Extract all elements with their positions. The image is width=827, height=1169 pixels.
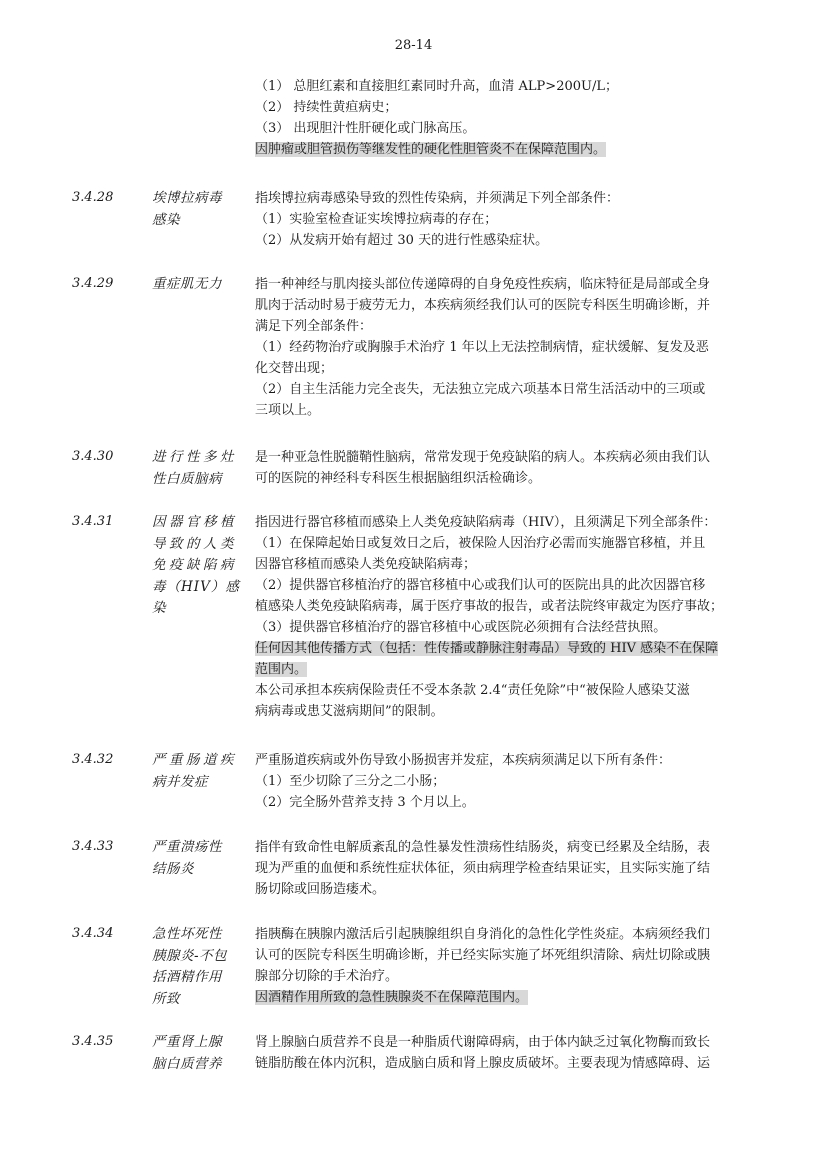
section-line: 肌肉于活动时易于疲劳无力，本疾病须经我们认可的医院专科医生明确诊断，并 — [255, 298, 711, 313]
section-title-line: 进行性多灶 — [152, 449, 237, 465]
section-title-line: 所致 — [152, 990, 180, 1007]
section-title-line: 埃博拉病毒 — [152, 190, 222, 206]
section-line: 肾上腺脑白质营养不良是一种脂质代谢障碍病，由于体内缺乏过氧化物酶而致长 — [255, 1035, 711, 1050]
section-title-line: 病并发症 — [152, 773, 208, 790]
section-title — [152, 1032, 244, 1075]
section-title-line: 毒（HIV）感 — [152, 578, 240, 595]
section-text — [255, 750, 767, 813]
section-title — [152, 924, 244, 1010]
section-title-line: 重症肌无力 — [152, 276, 222, 292]
section-title — [152, 512, 244, 620]
section-title-line: 脑白质营养 — [152, 1055, 222, 1072]
section-line: 链脂肪酸在体内沉积，造成脑白质和肾上腺皮质破坏。主要表现为情感障碍、运 — [255, 1056, 711, 1071]
section-text — [255, 924, 767, 1008]
section-title-line: 严重溃疡性 — [152, 839, 222, 855]
section-line: 因器官移植而感染人类免疫缺陷病毒； — [255, 557, 477, 572]
section-number: 3.4.30 — [72, 449, 114, 464]
section-title — [152, 837, 244, 880]
section-text — [255, 837, 767, 900]
intro-text — [255, 76, 767, 160]
intro-line: （3） 出现胆汁性肝硬化或门脉高压。 — [255, 121, 476, 136]
section-line: （1）在保障起始日或复效日之后，被保险人因治疗必需而实施器官移植，并且 — [255, 536, 706, 551]
section-line: （2）从发病开始有超过 30 天的进行性感染症状。 — [255, 233, 549, 248]
section-line: （2）完全肠外营养支持 3 个月以上。 — [255, 795, 475, 810]
section-text — [255, 274, 767, 421]
section-title-line: 导致的人类 — [152, 535, 237, 552]
section-title — [152, 447, 244, 490]
section-line: （1）实验室检查证实埃博拉病毒的存在； — [255, 212, 498, 227]
section-title-line: 免疫缺陷病 — [152, 557, 237, 573]
section-title-line: 胰腺炎-不包 — [152, 947, 228, 964]
section-line: （2）提供器官移植治疗的器官移植中心或我们认可的医院出具的此次因器官移 — [255, 578, 706, 593]
section-title-line: 严重肾上腺 — [152, 1034, 222, 1050]
section-line: 指伴有致命性电解质紊乱的急性暴发性溃疡性结肠炎，病变已经累及全结肠，表 — [255, 840, 711, 855]
exclusion-note: 因酒精作用所致的急性胰腺炎不在保障范围内。 — [255, 990, 529, 1005]
section-text — [255, 1032, 767, 1074]
section-title-line: 括酒精作用 — [152, 969, 222, 985]
section-line: （3）提供器官移植治疗的器官移植中心或医院必须拥有合法经营执照。 — [255, 620, 667, 635]
section-title-line: 因器官移植 — [152, 514, 237, 530]
section-line: 指胰酶在胰腺内激活后引起胰腺组织自身消化的急性化学性炎症。本病须经我们 — [255, 927, 711, 942]
section-title — [152, 750, 244, 793]
section-number: 3.4.35 — [72, 1034, 114, 1049]
section-line: 指埃博拉病毒感染导致的烈性传染病，并须满足下列全部条件： — [255, 191, 620, 206]
section-title — [152, 188, 244, 231]
section-line: （1）经药物治疗或胸腺手术治疗 1 年以上无法控制病情，症状缓解、复发及恶 — [255, 340, 709, 355]
section-line: 指因进行器官移植而感染上人类免疫缺陷病毒（HIV），且须满足下列全部条件： — [255, 515, 717, 530]
section-title-line: 结肠炎 — [152, 860, 194, 877]
section-number: 3.4.29 — [72, 276, 114, 291]
intro-line: （2） 持续性黄疸病史； — [255, 100, 398, 115]
section-number: 3.4.28 — [72, 190, 114, 205]
intro-line: （1） 总胆红素和直接胆红素同时升高，血清 ALP>200U/L； — [255, 79, 618, 94]
section-title-line: 急性坏死性 — [152, 926, 222, 942]
page-number: 28-14 — [394, 38, 433, 53]
section-line: 肠切除或回肠造瘘术。 — [255, 882, 386, 897]
section-number: 3.4.31 — [72, 514, 114, 529]
exclusion-note: 任何因其他传播方式（包括：性传播或静脉注射毒品）导致的 HIV 感染不在保障 — [255, 641, 719, 656]
section-line: 满足下列全部条件： — [255, 319, 373, 334]
section-line: 是一种亚急性脱髓鞘性脑病，常常发现于免疫缺陷的病人。本疾病必须由我们认 — [255, 450, 711, 465]
section-title-line: 性白质脑病 — [152, 470, 222, 487]
exclusion-note: 范围内。 — [255, 662, 308, 677]
section-line: 三项以上。 — [255, 403, 321, 418]
section-line: 植感染人类免疫缺陷病毒，属于医疗事故的报告，或者法院终审裁定为医疗事故； — [255, 599, 724, 614]
section-number: 3.4.34 — [72, 926, 114, 941]
section-line: （1）至少切除了三分之二小肠； — [255, 774, 446, 789]
section-number: 3.4.32 — [72, 752, 114, 767]
section-text — [255, 447, 767, 489]
section-line: 本公司承担本疾病保险责任不受本条款 2.4“责任免除”中“被保险人感染艾滋 — [255, 683, 690, 698]
section-title-line: 染 — [152, 600, 169, 616]
section-text — [255, 512, 767, 722]
section-line: （2）自主生活能力完全丧失，无法独立完成六项基本日常生活活动中的三项或 — [255, 382, 706, 397]
section-line: 可的医院的神经科专科医生根据脑组织活检确诊。 — [255, 471, 542, 486]
section-text — [255, 188, 767, 251]
section-line: 指一种神经与肌肉接头部位传递障碍的自身免疫性疾病，临床特征是局部或全身 — [255, 277, 711, 292]
section-title — [152, 274, 244, 296]
section-line: 认可的医院专科医生明确诊断，并已经实际实施了坏死组织清除、病灶切除或胰 — [255, 948, 711, 963]
section-line: 现为严重的血便和系统性症状体征，须由病理学检查结果证实，且实际实施了结 — [255, 861, 711, 876]
section-line: 严重肠道疾病或外伤导致小肠损害并发症，本疾病须满足以下所有条件： — [255, 753, 672, 768]
section-title-line: 感染 — [152, 211, 180, 228]
section-line: 病病毒或患艾滋病期间”的限制。 — [255, 704, 444, 719]
exclusion-note: 因肿瘤或胆管损伤等继发性的硬化性胆管炎不在保障范围内。 — [255, 142, 607, 157]
section-line: 化交替出现； — [255, 361, 334, 376]
section-line: 腺部分切除的手术治疗。 — [255, 969, 399, 984]
section-title-line: 严重肠道疾 — [152, 752, 237, 768]
section-number: 3.4.33 — [72, 839, 114, 854]
